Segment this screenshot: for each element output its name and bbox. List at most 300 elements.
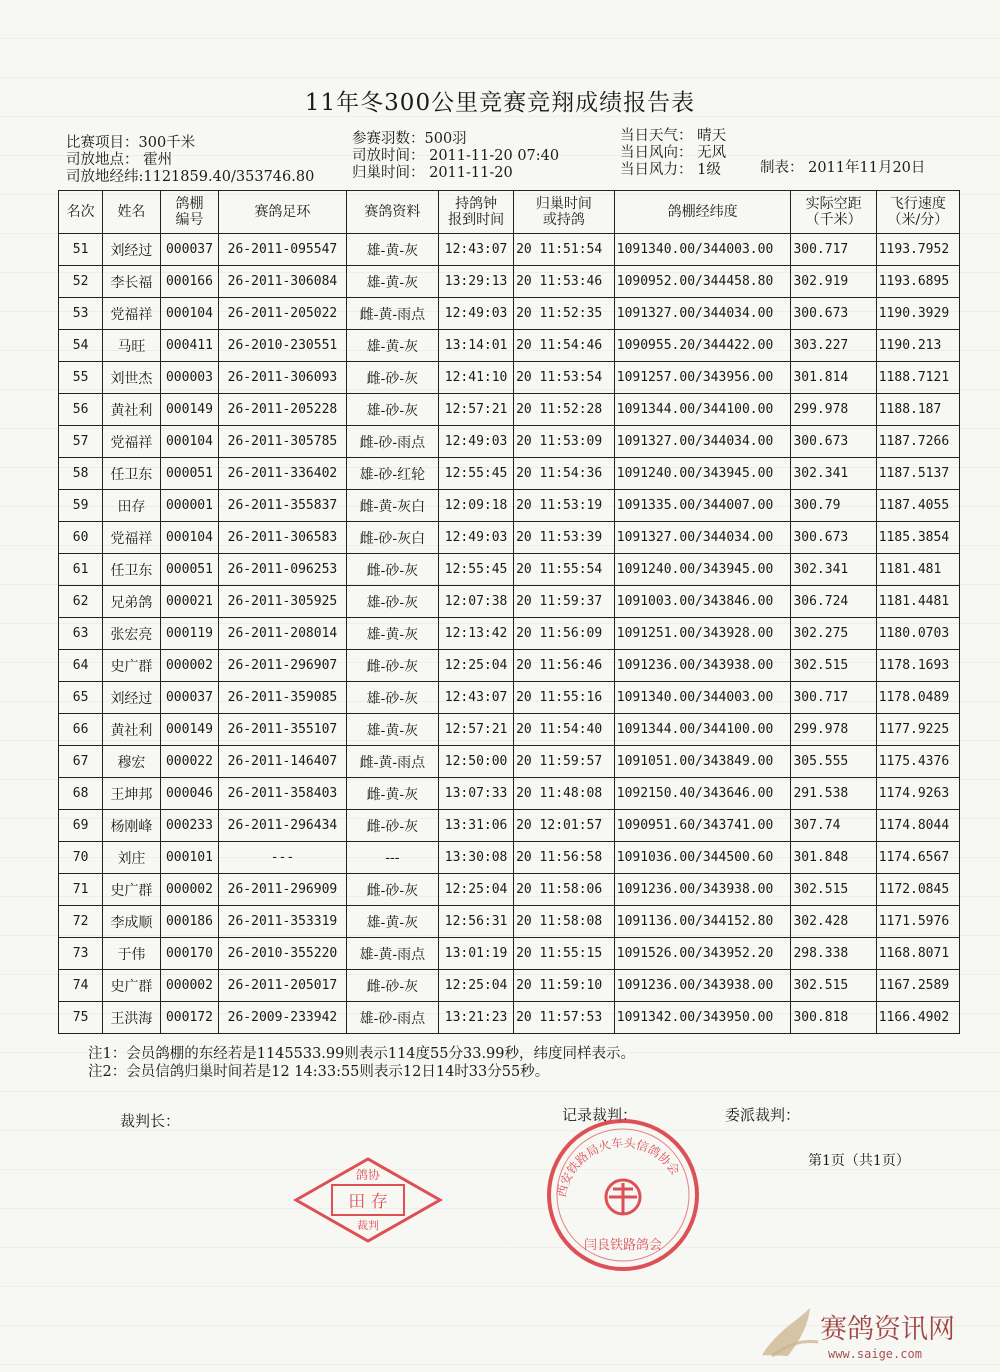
cell-loft-coords: 1091136.00/344152.80: [614, 906, 791, 938]
cell-ring: 26-2010-230551: [219, 330, 346, 362]
cell-clock-time: 12:49:03: [439, 298, 514, 330]
cell-return-time: 20 11:53:09: [514, 426, 615, 458]
cell-loft-id: 000166: [160, 266, 219, 298]
cell-loft-id: 000051: [160, 554, 219, 586]
cell-name: 党福祥: [103, 522, 161, 554]
cell-bird-info: 雄-黄-灰: [346, 618, 438, 650]
meta-coords: 司放地经纬:1121859.40/353746.80: [66, 169, 315, 185]
cell-loft-id: 000022: [160, 746, 219, 778]
table-row: [59, 1002, 960, 1034]
cell-clock-time: 12:25:04: [439, 650, 514, 682]
cell-distance: 302.341: [791, 458, 876, 490]
svg-text:裁判: 裁判: [357, 1219, 379, 1232]
cell-bird-info: 雌-砂-灰: [346, 970, 438, 1002]
cell-distance: 300.673: [791, 522, 876, 554]
cell-return-time: 20 11:57:53: [514, 1002, 615, 1034]
cell-rank: 65: [59, 682, 103, 714]
cell-rank: 69: [59, 810, 103, 842]
cell-bird-info: 雄-砂-灰: [346, 682, 438, 714]
cell-loft-id: 000101: [160, 842, 219, 874]
table-row: [59, 490, 960, 522]
cell-loft-id: 000002: [160, 970, 219, 1002]
cell-clock-time: 12:41:10: [439, 362, 514, 394]
cell-return-time: 20 11:53:46: [514, 266, 615, 298]
cell-return-time: 20 11:56:58: [514, 842, 615, 874]
header-speed: 飞行速度 （米/分）: [876, 191, 959, 234]
table-row: [59, 554, 960, 586]
cell-clock-time: 12:25:04: [439, 874, 514, 906]
cell-return-time: 20 11:55:15: [514, 938, 615, 970]
cell-bird-info: 雄-黄-灰: [346, 330, 438, 362]
referee-chief-label: 裁判长：: [120, 1112, 181, 1130]
header-distance: 实际空距 （千米）: [791, 191, 876, 234]
cell-distance: 300.818: [791, 1002, 876, 1034]
page-title: 11年冬300公里竞赛竞翔成绩报告表: [304, 90, 696, 116]
table-row: [59, 234, 960, 266]
cell-rank: 66: [59, 714, 103, 746]
cell-return-time: 20 11:53:39: [514, 522, 615, 554]
cell-rank: 74: [59, 970, 103, 1002]
cell-bird-info: 雌-黄-灰: [346, 778, 438, 810]
cell-loft-id: 000119: [160, 618, 219, 650]
cell-bird-info: 雄-砂-红轮: [346, 458, 438, 490]
cell-clock-time: 12:57:21: [439, 714, 514, 746]
cell-ring: 26-2011-353319: [219, 906, 346, 938]
cell-distance: 302.428: [791, 906, 876, 938]
cell-name: 刘经过: [103, 682, 161, 714]
cell-speed: 1188.187: [876, 394, 959, 426]
cell-clock-time: 12:55:45: [439, 458, 514, 490]
table-row: [59, 938, 960, 970]
cell-name: 黄社利: [103, 714, 161, 746]
cell-name: 王洪海: [103, 1002, 161, 1034]
cell-loft-id: 000003: [160, 362, 219, 394]
header-rank: 名次: [59, 191, 103, 234]
cell-loft-id: 000411: [160, 330, 219, 362]
meta-wind-force: 当日风力： 1级: [620, 162, 721, 178]
cell-speed: 1168.8071: [876, 938, 959, 970]
cell-distance: 302.341: [791, 554, 876, 586]
cell-ring: 26-2011-306084: [219, 266, 346, 298]
table-row: [59, 810, 960, 842]
cell-bird-info: 雌-黄-雨点: [346, 746, 438, 778]
meta-right: [620, 128, 726, 179]
header-loft-coords: 鸽棚经纬度: [614, 191, 791, 234]
meta-release-time: 司放时间： 2011-11-20 07:40: [352, 148, 560, 164]
cell-loft-id: 000002: [160, 874, 219, 906]
cell-ring: 26-2011-296909: [219, 874, 346, 906]
cell-speed: 1174.6567: [876, 842, 959, 874]
cell-distance: 300.673: [791, 298, 876, 330]
cell-rank: 61: [59, 554, 103, 586]
cell-return-time: 20 11:55:16: [514, 682, 615, 714]
cell-bird-info: 雌-黄-雨点: [346, 298, 438, 330]
cell-bird-info: 雄-黄-雨点: [346, 938, 438, 970]
cell-name: 穆宏: [103, 746, 161, 778]
cell-loft-coords: 1091342.00/343950.00: [614, 1002, 791, 1034]
cell-distance: 305.555: [791, 746, 876, 778]
cell-clock-time: 13:30:08: [439, 842, 514, 874]
cell-speed: 1187.5137: [876, 458, 959, 490]
table-row: [59, 266, 960, 298]
cell-loft-id: 000170: [160, 938, 219, 970]
cell-ring: 26-2011-205017: [219, 970, 346, 1002]
svg-text:赛鸽资讯网: 赛鸽资讯网: [820, 1314, 955, 1345]
cell-bird-info: ---: [346, 842, 438, 874]
table-row: [59, 714, 960, 746]
cell-distance: 301.848: [791, 842, 876, 874]
cell-return-time: 20 11:48:08: [514, 778, 615, 810]
cell-speed: 1181.481: [876, 554, 959, 586]
cell-clock-time: 12:49:03: [439, 522, 514, 554]
cell-name: 党福祥: [103, 426, 161, 458]
cell-rank: 75: [59, 1002, 103, 1034]
cell-clock-time: 12:43:07: [439, 682, 514, 714]
table-row: [59, 970, 960, 1002]
cell-return-time: 20 11:51:54: [514, 234, 615, 266]
cell-ring: 26-2011-205228: [219, 394, 346, 426]
cell-loft-id: 000001: [160, 490, 219, 522]
cell-ring: 26-2011-336402: [219, 458, 346, 490]
cell-distance: 302.275: [791, 618, 876, 650]
cell-bird-info: 雄-黄-灰: [346, 714, 438, 746]
cell-ring: 26-2010-355220: [219, 938, 346, 970]
table-row: [59, 746, 960, 778]
cell-loft-id: 000172: [160, 1002, 219, 1034]
cell-distance: 303.227: [791, 330, 876, 362]
cell-speed: 1181.4481: [876, 586, 959, 618]
cell-return-time: 20 11:56:09: [514, 618, 615, 650]
cell-ring: 26-2011-146407: [219, 746, 346, 778]
cell-bird-info: 雄-砂-灰: [346, 394, 438, 426]
cell-loft-coords: 1091236.00/343938.00: [614, 970, 791, 1002]
cell-speed: 1166.4902: [876, 1002, 959, 1034]
cell-distance: 299.978: [791, 714, 876, 746]
cell-distance: 307.74: [791, 810, 876, 842]
table-row: [59, 586, 960, 618]
cell-speed: 1178.0489: [876, 682, 959, 714]
header-return-time: 归巢时间 或持鸽: [514, 191, 615, 234]
cell-loft-id: 000233: [160, 810, 219, 842]
header-bird-info: 赛鸽资料: [346, 191, 438, 234]
cell-return-time: 20 11:52:35: [514, 298, 615, 330]
cell-name: 张宏亮: [103, 618, 161, 650]
cell-ring: 26-2011-096253: [219, 554, 346, 586]
cell-distance: 300.717: [791, 682, 876, 714]
header-clock-time: 持鸽钟 报到时间: [439, 191, 514, 234]
cell-clock-time: 13:14:01: [439, 330, 514, 362]
referee-sent-label: 委派裁判：: [725, 1106, 801, 1124]
header-name: 姓名: [103, 191, 161, 234]
meta-prepared: 制表： 2011年11月20日: [760, 160, 926, 176]
cell-rank: 71: [59, 874, 103, 906]
cell-ring: 26-2011-208014: [219, 618, 346, 650]
cell-ring: 26-2011-306583: [219, 522, 346, 554]
cell-name: 刘世杰: [103, 362, 161, 394]
table-row: [59, 394, 960, 426]
cell-loft-coords: 1091526.00/343952.20: [614, 938, 791, 970]
cell-speed: 1177.9225: [876, 714, 959, 746]
results-table: [58, 190, 960, 1034]
table-row: [59, 650, 960, 682]
cell-return-time: 20 11:54:46: [514, 330, 615, 362]
cell-rank: 55: [59, 362, 103, 394]
cell-return-time: 20 11:59:10: [514, 970, 615, 1002]
cell-clock-time: 12:13:42: [439, 618, 514, 650]
cell-loft-id: 000104: [160, 522, 219, 554]
cell-loft-coords: 1091236.00/343938.00: [614, 650, 791, 682]
cell-loft-coords: 1091327.00/344034.00: [614, 298, 791, 330]
cell-speed: 1190.213: [876, 330, 959, 362]
cell-return-time: 20 11:59:57: [514, 746, 615, 778]
cell-distance: 301.814: [791, 362, 876, 394]
meta-wind-dir: 当日风向： 无风: [620, 145, 727, 161]
referee-record-label: 记录裁判：: [562, 1106, 638, 1124]
cell-ring: 26-2011-359085: [219, 682, 346, 714]
cell-speed: 1171.5976: [876, 906, 959, 938]
cell-speed: 1180.0703: [876, 618, 959, 650]
table-header-row: [59, 191, 960, 234]
cell-return-time: 20 11:54:40: [514, 714, 615, 746]
table-row: [59, 458, 960, 490]
cell-return-time: 20 11:55:54: [514, 554, 615, 586]
cell-name: 于伟: [103, 938, 161, 970]
cell-loft-coords: 1091251.00/343928.00: [614, 618, 791, 650]
cell-distance: 302.515: [791, 970, 876, 1002]
cell-name: 田存: [103, 490, 161, 522]
cell-clock-time: 13:31:06: [439, 810, 514, 842]
cell-bird-info: 雌-黄-灰白: [346, 490, 438, 522]
notes: [88, 1045, 635, 1081]
cell-rank: 64: [59, 650, 103, 682]
cell-rank: 56: [59, 394, 103, 426]
cell-name: 刘庄: [103, 842, 161, 874]
cell-speed: 1193.7952: [876, 234, 959, 266]
cell-bird-info: 雄-黄-灰: [346, 266, 438, 298]
cell-name: 任卫东: [103, 458, 161, 490]
cell-ring: 26-2011-305925: [219, 586, 346, 618]
cell-loft-id: 000149: [160, 714, 219, 746]
cell-rank: 54: [59, 330, 103, 362]
svg-text:闫良铁路鸽会: 闫良铁路鸽会: [583, 1238, 663, 1253]
cell-rank: 62: [59, 586, 103, 618]
cell-name: 王坤邦: [103, 778, 161, 810]
cell-loft-coords: 1090951.60/343741.00: [614, 810, 791, 842]
cell-distance: 302.919: [791, 266, 876, 298]
cell-name: 李成顺: [103, 906, 161, 938]
cell-speed: 1175.4376: [876, 746, 959, 778]
cell-ring: 26-2011-355837: [219, 490, 346, 522]
cell-ring: ---: [219, 842, 346, 874]
cell-return-time: 20 11:52:28: [514, 394, 615, 426]
cell-loft-id: 000002: [160, 650, 219, 682]
cell-clock-time: 13:07:33: [439, 778, 514, 810]
cell-clock-time: 12:50:00: [439, 746, 514, 778]
cell-rank: 60: [59, 522, 103, 554]
cell-bird-info: 雌-砂-灰: [346, 554, 438, 586]
cell-loft-coords: 1092150.40/343646.00: [614, 778, 791, 810]
table-row: [59, 330, 960, 362]
cell-speed: 1188.7121: [876, 362, 959, 394]
cell-ring: 26-2011-205022: [219, 298, 346, 330]
cell-loft-coords: 1091003.00/343846.00: [614, 586, 791, 618]
cell-clock-time: 12:55:45: [439, 554, 514, 586]
cell-name: 史广群: [103, 874, 161, 906]
cell-bird-info: 雄-黄-灰: [346, 234, 438, 266]
cell-bird-info: 雄-砂-灰: [346, 586, 438, 618]
meta-return-time: 归巢时间： 2011-11-20: [352, 165, 513, 181]
cell-rank: 51: [59, 234, 103, 266]
cell-clock-time: 12:07:38: [439, 586, 514, 618]
cell-name: 马旺: [103, 330, 161, 362]
cell-loft-coords: 1091257.00/343956.00: [614, 362, 791, 394]
cell-return-time: 20 11:54:36: [514, 458, 615, 490]
cell-loft-id: 000149: [160, 394, 219, 426]
meta-place: 司放地点： 霍州: [66, 152, 173, 168]
cell-clock-time: 13:21:23: [439, 1002, 514, 1034]
table-row: [59, 906, 960, 938]
cell-loft-id: 000046: [160, 778, 219, 810]
cell-rank: 53: [59, 298, 103, 330]
cell-name: 党福祥: [103, 298, 161, 330]
svg-text:西安铁路局火车头信鸽协会: 西安铁路局火车头信鸽协会: [554, 1135, 683, 1199]
meta-left: [66, 135, 314, 186]
table-row: [59, 618, 960, 650]
table-row: [59, 522, 960, 554]
cell-loft-coords: 1090952.00/344458.80: [614, 266, 791, 298]
cell-rank: 63: [59, 618, 103, 650]
table-row: [59, 362, 960, 394]
cell-speed: 1167.2589: [876, 970, 959, 1002]
meta-middle: [352, 131, 559, 182]
table-row: [59, 842, 960, 874]
cell-ring: 26-2009-233942: [219, 1002, 346, 1034]
cell-loft-coords: 1090955.20/344422.00: [614, 330, 791, 362]
cell-name: 史广群: [103, 650, 161, 682]
association-seal: [543, 1115, 703, 1275]
cell-return-time: 20 11:53:19: [514, 490, 615, 522]
note-2: 注2：会员信鸽归巢时间若是12 14:33:55则表示12日14时33分55秒。: [88, 1064, 550, 1080]
cell-rank: 57: [59, 426, 103, 458]
cell-clock-time: 12:56:31: [439, 906, 514, 938]
cell-distance: 306.724: [791, 586, 876, 618]
saige-watermark-logo: [758, 1300, 988, 1366]
table-row: [59, 682, 960, 714]
table-row: [59, 298, 960, 330]
header-loft-id: 鸽棚 编号: [160, 191, 219, 234]
cell-loft-coords: 1091240.00/343945.00: [614, 554, 791, 586]
cell-ring: 26-2011-296434: [219, 810, 346, 842]
cell-rank: 67: [59, 746, 103, 778]
cell-loft-coords: 1091051.00/343849.00: [614, 746, 791, 778]
cell-ring: 26-2011-296907: [219, 650, 346, 682]
cell-speed: 1190.3929: [876, 298, 959, 330]
cell-loft-coords: 1091344.00/344100.00: [614, 714, 791, 746]
meta-item: 比赛项目：300千米: [66, 135, 196, 151]
cell-name: 黄社利: [103, 394, 161, 426]
note-1: 注1：会员鸽棚的东经若是1145533.99则表示114度55分33.99秒，纬度同样表示。: [88, 1046, 635, 1062]
cell-speed: 1174.9263: [876, 778, 959, 810]
cell-distance: 300.673: [791, 426, 876, 458]
cell-bird-info: 雄-黄-灰: [346, 906, 438, 938]
cell-return-time: 20 11:59:37: [514, 586, 615, 618]
cell-rank: 58: [59, 458, 103, 490]
cell-bird-info: 雌-砂-灰: [346, 810, 438, 842]
svg-text:田 存: 田 存: [348, 1192, 388, 1212]
cell-return-time: 20 11:58:06: [514, 874, 615, 906]
cell-bird-info: 雌-砂-灰: [346, 362, 438, 394]
cell-bird-info: 雌-砂-灰: [346, 650, 438, 682]
table-row: [59, 426, 960, 458]
cell-return-time: 20 12:01:57: [514, 810, 615, 842]
meta-count: 参赛羽数：500羽: [352, 131, 467, 147]
cell-loft-coords: 1091236.00/343938.00: [614, 874, 791, 906]
cell-loft-coords: 1091335.00/344007.00: [614, 490, 791, 522]
cell-clock-time: 12:25:04: [439, 970, 514, 1002]
cell-loft-id: 000037: [160, 682, 219, 714]
cell-return-time: 20 11:58:08: [514, 906, 615, 938]
cell-rank: 73: [59, 938, 103, 970]
table-body: [59, 234, 960, 1034]
cell-speed: 1193.6895: [876, 266, 959, 298]
cell-bird-info: 雌-砂-灰: [346, 874, 438, 906]
cell-rank: 59: [59, 490, 103, 522]
cell-clock-time: 12:57:21: [439, 394, 514, 426]
cell-distance: 298.338: [791, 938, 876, 970]
cell-speed: 1185.3854: [876, 522, 959, 554]
cell-name: 杨刚峰: [103, 810, 161, 842]
cell-rank: 70: [59, 842, 103, 874]
cell-distance: 302.515: [791, 874, 876, 906]
cell-rank: 72: [59, 906, 103, 938]
cell-name: 史广群: [103, 970, 161, 1002]
cell-clock-time: 12:09:18: [439, 490, 514, 522]
cell-loft-id: 000051: [160, 458, 219, 490]
cell-loft-id: 000021: [160, 586, 219, 618]
cell-clock-time: 13:01:19: [439, 938, 514, 970]
cell-ring: 26-2011-355107: [219, 714, 346, 746]
meta-weather: 当日天气： 晴天: [620, 128, 727, 144]
cell-clock-time: 12:49:03: [439, 426, 514, 458]
cell-speed: 1172.0845: [876, 874, 959, 906]
cell-speed: 1187.7266: [876, 426, 959, 458]
table-row: [59, 778, 960, 810]
cell-bird-info: 雄-砂-雨点: [346, 1002, 438, 1034]
referee-seal: [288, 1155, 448, 1245]
cell-name: 李长福: [103, 266, 161, 298]
cell-speed: 1174.8044: [876, 810, 959, 842]
cell-distance: 300.717: [791, 234, 876, 266]
cell-ring: 26-2011-306093: [219, 362, 346, 394]
cell-loft-id: 000186: [160, 906, 219, 938]
cell-loft-coords: 1091344.00/344100.00: [614, 394, 791, 426]
cell-loft-coords: 1091340.00/344003.00: [614, 234, 791, 266]
cell-bird-info: 雌-砂-雨点: [346, 426, 438, 458]
table-row: [59, 874, 960, 906]
cell-loft-coords: 1091327.00/344034.00: [614, 522, 791, 554]
cell-speed: 1178.1693: [876, 650, 959, 682]
cell-name: 刘经过: [103, 234, 161, 266]
cell-loft-coords: 1091327.00/344034.00: [614, 426, 791, 458]
cell-return-time: 20 11:56:46: [514, 650, 615, 682]
cell-loft-coords: 1091036.00/344500.60: [614, 842, 791, 874]
cell-loft-id: 000104: [160, 298, 219, 330]
cell-loft-coords: 1091240.00/343945.00: [614, 458, 791, 490]
cell-clock-time: 12:43:07: [439, 234, 514, 266]
cell-ring: 26-2011-305785: [219, 426, 346, 458]
cell-distance: 299.978: [791, 394, 876, 426]
cell-ring: 26-2011-095547: [219, 234, 346, 266]
